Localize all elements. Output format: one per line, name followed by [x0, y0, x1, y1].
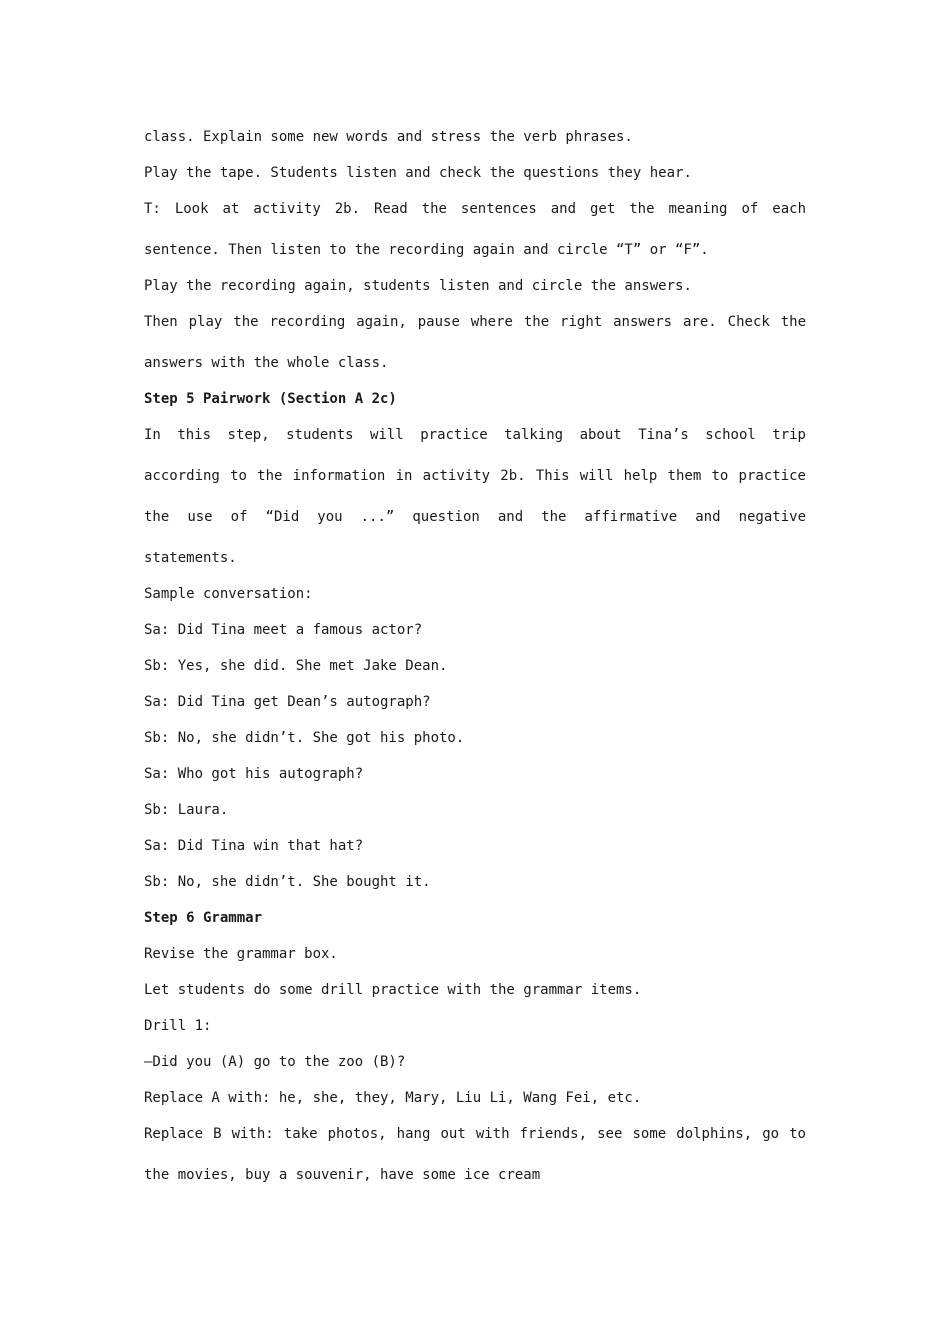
- text-line: T: Look at activity 2b. Read the sentences and get the meaning of each: [144, 201, 806, 217]
- text-line: Replace A with: he, she, they, Mary, Liu Li, Wang Fei, etc.: [144, 1090, 642, 1106]
- text-line: Then play the recording again, pause where the right answers are. Check the: [144, 314, 806, 330]
- dialogue-line: Sa: Who got his autograph?: [144, 766, 364, 782]
- section-heading: Step 6 Grammar: [144, 910, 263, 926]
- document-body: [144, 124, 806, 1198]
- dialogue-line: Sb: Yes, she did. She met Jake Dean.: [144, 658, 448, 674]
- text-line: Play the tape. Students listen and check the questions they hear.: [144, 165, 692, 181]
- text-line: sentence. Then listen to the recording again and circle “T” or “F”.: [144, 242, 709, 258]
- dialogue-line: Sb: No, she didn’t. She got his photo.: [144, 730, 465, 746]
- dialogue-line: Sb: No, she didn’t. She bought it.: [144, 874, 431, 890]
- text-line: according to the information in activity 2b. This will help them to practice: [144, 468, 806, 484]
- text-line: —Did you (A) go to the zoo (B)?: [144, 1054, 406, 1070]
- text-line: answers with the whole class.: [144, 355, 389, 371]
- text-line: Replace B with: take photos, hang out with friends, see some dolphins, go to: [144, 1126, 806, 1142]
- dialogue-line: Sa: Did Tina get Dean’s autograph?: [144, 694, 431, 710]
- text-line: Sample conversation:: [144, 586, 313, 602]
- text-line: Play the recording again, students listen and circle the answers.: [144, 278, 692, 294]
- text-line: In this step, students will practice talking about Tina’s school trip: [144, 427, 806, 443]
- dialogue-line: Sb: Laura.: [144, 802, 229, 818]
- text-line: the movies, buy a souvenir, have some ice cream: [144, 1167, 541, 1183]
- text-line: the use of “Did you ...” question and the affirmative and negative: [144, 509, 806, 525]
- text-line: statements.: [144, 550, 237, 566]
- text-line: Drill 1:: [144, 1018, 212, 1034]
- dialogue-line: Sa: Did Tina meet a famous actor?: [144, 622, 423, 638]
- text-line: Let students do some drill practice with the grammar items.: [144, 982, 642, 998]
- section-heading: Step 5 Pairwork (Section A 2c): [144, 391, 397, 407]
- text-line: Revise the grammar box.: [144, 946, 338, 962]
- text-line: class. Explain some new words and stress the verb phrases.: [144, 129, 633, 145]
- dialogue-line: Sa: Did Tina win that hat?: [144, 838, 364, 854]
